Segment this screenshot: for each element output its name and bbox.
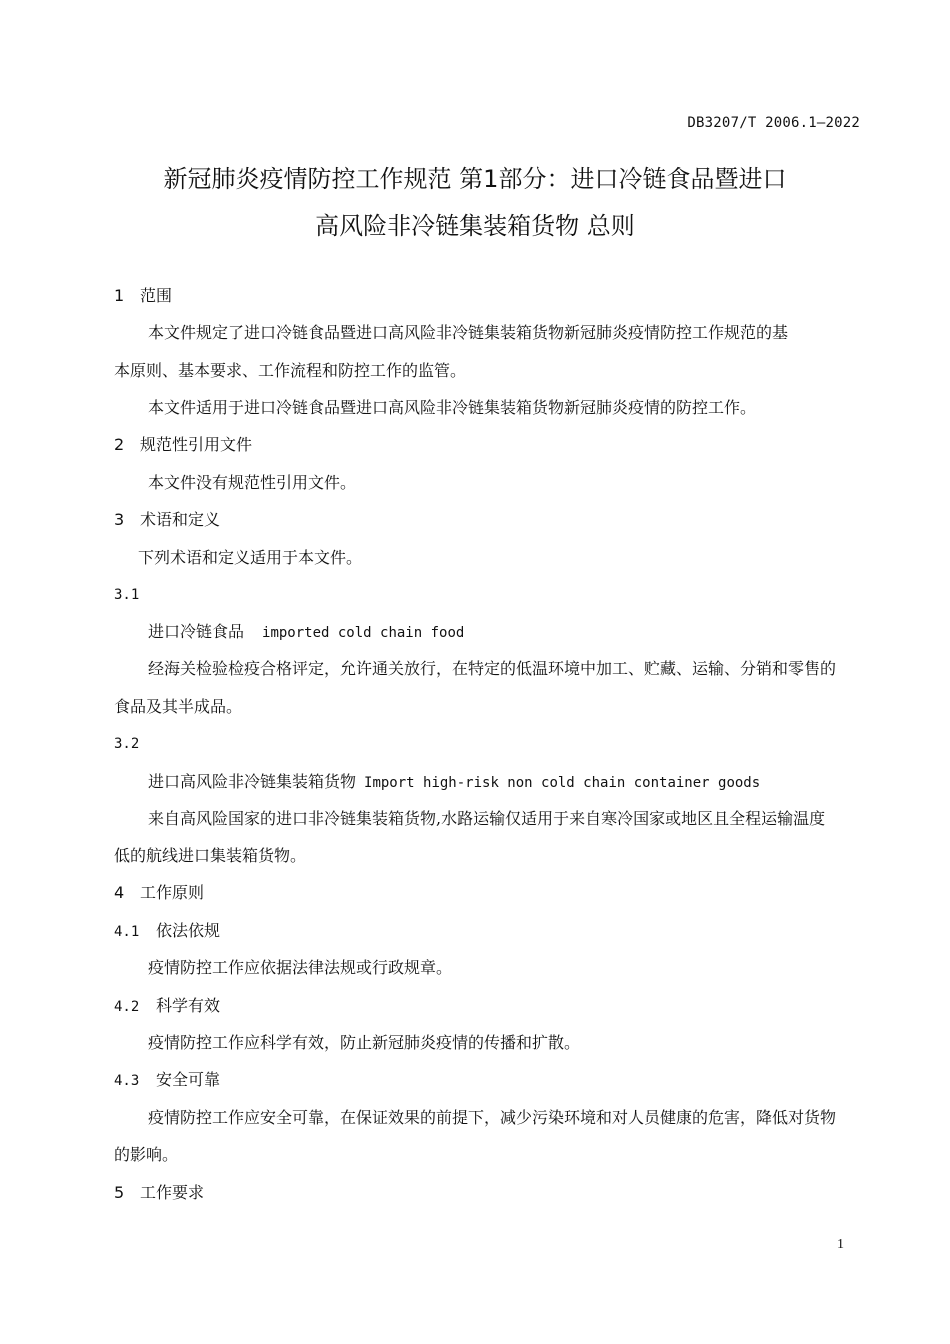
term-english: imported cold chain food xyxy=(262,625,465,641)
subsection-title: 科学有效 xyxy=(156,996,221,1015)
section-title: 规范性引用文件 xyxy=(140,435,253,454)
subsection-heading-4-3 xyxy=(114,1070,220,1091)
section-title: 范围 xyxy=(140,286,173,305)
section-heading-3 xyxy=(114,510,220,530)
subsection-title: 依法依规 xyxy=(156,921,221,940)
clause-number: 3.2 xyxy=(114,736,140,752)
section-number: 4 xyxy=(114,883,125,902)
term-chinese: 进口高风险非冷链集装箱货物 xyxy=(148,772,357,791)
definition-text: 经海关检验检疫合格评定，允许通关放行，在特定的低温环境中加工、贮藏、运输、分销和零售的 xyxy=(148,659,837,678)
section-number: 1 xyxy=(114,286,125,305)
subsection-title: 安全可靠 xyxy=(156,1070,221,1089)
document-number: DB3207/T 2006.1—2022 xyxy=(687,115,860,131)
paragraph-text: 的影响。 xyxy=(114,1145,179,1164)
term-chinese: 进口冷链食品 xyxy=(148,622,245,641)
page-number: 1 xyxy=(837,1237,844,1252)
term-english: Import high-risk non cold chain container goods xyxy=(364,775,761,791)
paragraph-text: 疫情防控工作应科学有效，防止新冠肺炎疫情的传播和扩散。 xyxy=(148,1033,581,1052)
paragraph-text: 本文件没有规范性引用文件。 xyxy=(148,473,357,492)
section-heading-5 xyxy=(114,1183,204,1203)
paragraph-text: 下列术语和定义适用于本文件。 xyxy=(138,548,363,567)
term-entry xyxy=(148,772,760,793)
subsection-number: 4.2 xyxy=(114,999,140,1015)
subsection-number: 4.1 xyxy=(114,924,140,940)
term-entry xyxy=(148,622,464,643)
paragraph-text: 本文件规定了进口冷链食品暨进口高风险非冷链集装箱货物新冠肺炎疫情防控工作规范的基 xyxy=(148,323,789,342)
definition-text: 低的航线进口集装箱货物。 xyxy=(114,846,307,865)
section-heading-4 xyxy=(114,883,204,903)
paragraph-text: 疫情防控工作应安全可靠，在保证效果的前提下，减少污染环境和对人员健康的危害，降低对货物 xyxy=(148,1108,837,1127)
document-title-line-2: 高风险非冷链集装箱货物 总则 xyxy=(315,212,635,240)
section-title: 术语和定义 xyxy=(140,510,221,529)
paragraph-text: 疫情防控工作应依据法律法规或行政规章。 xyxy=(148,958,453,977)
definition-text: 食品及其半成品。 xyxy=(114,697,243,716)
section-number: 5 xyxy=(114,1183,125,1202)
paragraph-text: 本文件适用于进口冷链食品暨进口高风险非冷链集装箱货物新冠肺炎疫情的防控工作。 xyxy=(148,398,757,417)
definition-text: 来自高风险国家的进口非冷链集装箱货物,水路运输仅适用于来自寒冷国家或地区且全程运输温度 xyxy=(148,809,826,828)
subsection-number: 4.3 xyxy=(114,1073,140,1089)
section-title: 工作要求 xyxy=(140,1183,205,1202)
clause-number: 3.1 xyxy=(114,587,140,603)
section-number: 2 xyxy=(114,435,125,454)
section-heading-1 xyxy=(114,286,172,306)
document-title-line-1: 新冠肺炎疫情防控工作规范 第1部分：进口冷链食品暨进口 xyxy=(163,165,787,193)
subsection-heading-4-1 xyxy=(114,921,220,942)
subsection-heading-4-2 xyxy=(114,996,220,1017)
paragraph-text: 本原则、基本要求、工作流程和防控工作的监管。 xyxy=(114,361,467,380)
section-title: 工作原则 xyxy=(140,883,205,902)
section-number: 3 xyxy=(114,510,125,529)
section-heading-2 xyxy=(114,435,252,455)
